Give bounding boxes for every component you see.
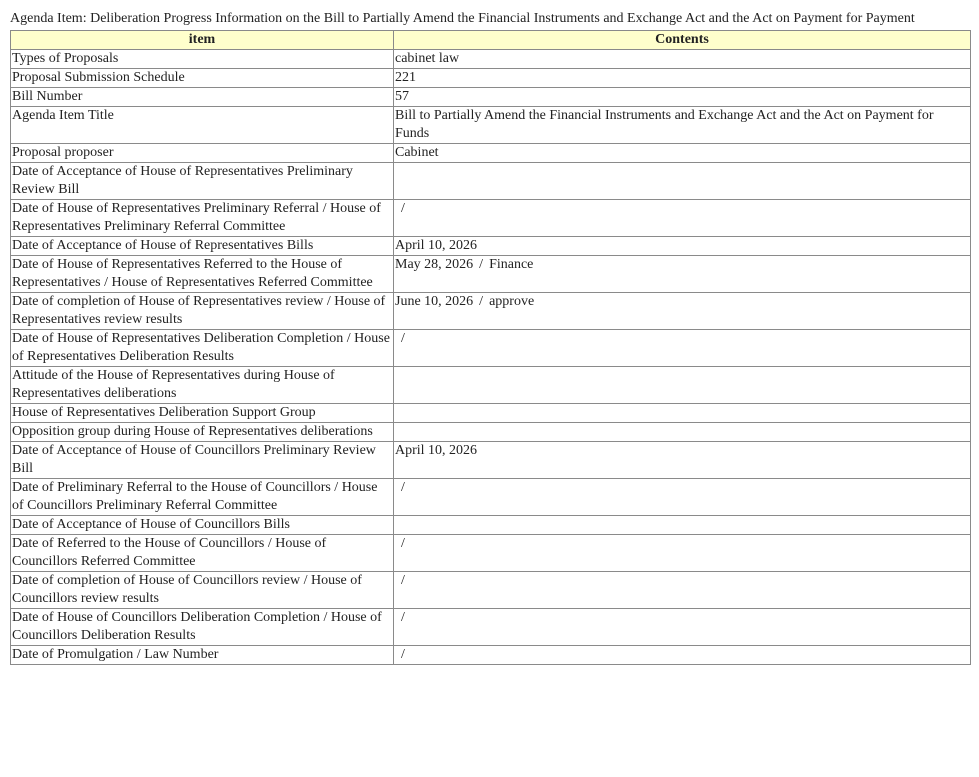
row-value (394, 330, 971, 367)
table-header-row (11, 31, 971, 50)
row-value (394, 256, 971, 293)
row-label: Types of Proposals (11, 50, 394, 69)
row-value: Cabinet (394, 144, 971, 163)
row-value-separator: / (401, 480, 405, 495)
table-row (11, 107, 971, 144)
row-label: Date of House of Councillors Deliberation Completion / House of Councillors Deliberation Results (11, 609, 394, 646)
row-value-separator: / (401, 536, 405, 551)
row-label: Opposition group during House of Representatives deliberations (11, 423, 394, 442)
row-value (394, 535, 971, 572)
row-value-separator: / (479, 257, 484, 272)
table-row (11, 256, 971, 293)
row-label: Date of House of Representatives Preliminary Referral / House of Representatives Preliminary Referral Committee (11, 200, 394, 237)
row-label: Attitude of the House of Representatives during House of Representatives deliberations (11, 367, 394, 404)
row-label: Date of Preliminary Referral to the House of Councillors / House of Councillors Preliminary Referral Committee (11, 479, 394, 516)
row-value-secondary: Finance (489, 257, 534, 272)
row-value-separator: / (401, 647, 405, 662)
table-row (11, 330, 971, 367)
table-row (11, 50, 971, 69)
table-row (11, 442, 971, 479)
row-value (394, 572, 971, 609)
row-value (394, 479, 971, 516)
row-label: Date of Acceptance of House of Councillors Bills (11, 516, 394, 535)
row-value: April 10, 2026 (394, 237, 971, 256)
table-row (11, 516, 971, 535)
row-label: Date of House of Representatives Deliberation Completion / House of Representatives Deliberation Results (11, 330, 394, 367)
row-value-separator: / (401, 573, 405, 588)
row-value (394, 423, 971, 442)
row-label: Agenda Item Title (11, 107, 394, 144)
table-row (11, 200, 971, 237)
row-label: Date of House of Representatives Referred to the House of Representatives / House of Representatives Referred Committee (11, 256, 394, 293)
row-value-separator: / (401, 201, 405, 216)
table-row (11, 572, 971, 609)
row-value: 57 (394, 88, 971, 107)
row-value: 221 (394, 69, 971, 88)
row-value: Bill to Partially Amend the Financial Instruments and Exchange Act and the Act on Payment for Funds (394, 107, 971, 144)
row-label: Date of Promulgation / Law Number (11, 646, 394, 665)
row-value (394, 516, 971, 535)
table-row (11, 535, 971, 572)
row-label: Date of Acceptance of House of Representatives Bills (11, 237, 394, 256)
row-value-separator: / (401, 610, 405, 625)
page-caption: Agenda Item: Deliberation Progress Information on the Bill to Partially Amend the Financial Instruments and Exchange Act and the Act on Payment for Payment (10, 11, 915, 26)
table-row (11, 293, 971, 330)
row-label: Date of completion of House of Representatives review / House of Representatives review results (11, 293, 394, 330)
column-header-item: item (11, 31, 394, 50)
table-row (11, 69, 971, 88)
row-label: Bill Number (11, 88, 394, 107)
row-value (394, 404, 971, 423)
row-value-secondary: approve (489, 294, 535, 309)
row-label: House of Representatives Deliberation Support Group (11, 404, 394, 423)
row-label: Date of Acceptance of House of Representatives Preliminary Review Bill (11, 163, 394, 200)
row-value (394, 293, 971, 330)
table-row (11, 646, 971, 665)
row-label: Date of Referred to the House of Councillors / House of Councillors Referred Committee (11, 535, 394, 572)
table-row (11, 367, 971, 404)
row-value (394, 646, 971, 665)
table-row (11, 479, 971, 516)
table-body (11, 50, 971, 665)
row-value (394, 367, 971, 404)
row-label: Date of completion of House of Councillors review / House of Councillors review results (11, 572, 394, 609)
row-label: Proposal proposer (11, 144, 394, 163)
row-value-primary: May 28, 2026 (395, 257, 474, 272)
table-row (11, 163, 971, 200)
row-value-separator: / (479, 294, 484, 309)
table-row (11, 237, 971, 256)
table-row (11, 609, 971, 646)
table-row (11, 144, 971, 163)
column-header-contents: Contents (394, 31, 971, 50)
deliberation-table (10, 30, 971, 665)
row-label: Proposal Submission Schedule (11, 69, 394, 88)
row-value (394, 163, 971, 200)
row-value-separator: / (401, 331, 405, 346)
row-value (394, 609, 971, 646)
row-value-primary: June 10, 2026 (395, 294, 474, 309)
row-value (394, 200, 971, 237)
table-row (11, 423, 971, 442)
table-row (11, 88, 971, 107)
row-label: Date of Acceptance of House of Councillors Preliminary Review Bill (11, 442, 394, 479)
table-row (11, 404, 971, 423)
row-value: April 10, 2026 (394, 442, 971, 479)
row-value: cabinet law (394, 50, 971, 69)
